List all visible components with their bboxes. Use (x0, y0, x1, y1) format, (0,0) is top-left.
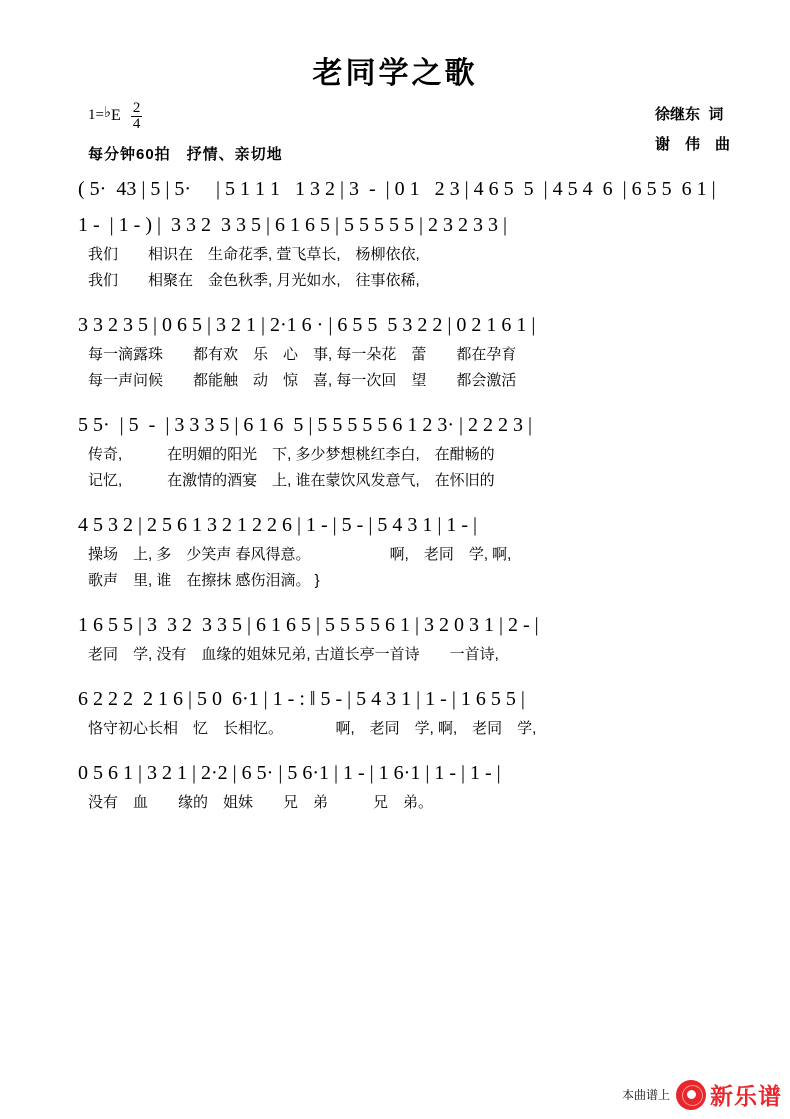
brand-name: 新乐谱 (710, 1083, 782, 1109)
watermark-footer (622, 1078, 782, 1111)
lyric-line: 没有 血 缘的 姐妹 兄 弟 兄 弟。 (88, 794, 434, 811)
music-system (0, 208, 790, 294)
system-spacer (0, 670, 790, 682)
lyric-line: 我们 相识在 生命花季, 萱飞草长, 杨柳依依, (88, 246, 420, 263)
notation-line: ( 5· 43 | 5 | 5· | 5 1 1 1 1 3 2 | 3 - | 0 1 2 3 | 4 6 5 5 | 4 5 4 6 | 6 5 5 6 1 | (78, 178, 716, 200)
lyric-line: 歌声 里, 谁 在擦抹 感伤泪滴。 } (88, 572, 320, 589)
music-system (0, 308, 790, 394)
system-spacer (0, 596, 790, 608)
time-signature-denominator: 4 (132, 116, 141, 132)
system-spacer (0, 396, 790, 408)
lyric-line: 传奇, 在明媚的阳光 下, 多少梦想桃红李白, 在酣畅的 (88, 446, 495, 463)
credits (655, 100, 730, 160)
music-system (0, 508, 790, 594)
system-spacer (0, 744, 790, 756)
music-system (0, 682, 790, 742)
lyricist-credit: 徐继东 词 (654, 106, 724, 123)
notation-line: 1 - | 1 - ) | 3 3 2 3 3 5 | 6 1 6 5 | 5 5 5 5 5 | 2 3 2 3 3 | (78, 214, 508, 236)
notation-line: 3 3 2 3 5 | 0 6 5 | 3 2 1 | 2·1 6 · | 6 5 5 5 3 2 2 | 0 2 1 6 1 | (78, 314, 536, 336)
system-spacer (0, 496, 790, 508)
music-system (0, 608, 790, 668)
notation-line: 4 5 3 2 | 2 5 6 1 3 2 1 2 2 6 | 1 - | 5 - | 5 4 3 1 | 1 - | (78, 514, 478, 536)
lyric-line: 每一滴露珠 都有欢 乐 心 事, 每一朵花 蕾 都在孕育 (88, 346, 517, 363)
time-signature-numerator: 2 (132, 100, 141, 116)
lyric-line: 恪守初心长相 忆 长相忆。 啊, 老同 学, 啊, 老同 学, (88, 720, 537, 737)
system-spacer (0, 296, 790, 308)
music-system (0, 172, 790, 206)
notation-line: 1 6 5 5 | 3 3 2 3 3 5 | 6 1 6 5 | 5 5 5 5 6 1 | 3 2 0 3 1 | 2 - | (78, 614, 539, 636)
notation-line: 0 5 6 1 | 3 2 1 | 2·2 | 6 5· | 5 6·1 | 1 - | 1 6·1 | 1 - | 1 - | (78, 762, 501, 784)
music-systems (0, 172, 790, 818)
record-disc-icon (676, 1080, 706, 1110)
flat-symbol: ♭ (103, 105, 112, 121)
footer-note: 本曲谱上 (621, 1088, 670, 1102)
lyric-line: 每一声问候 都能触 动 惊 喜, 每一次回 望 都会激活 (88, 372, 517, 389)
lyric-line: 记忆, 在激情的酒宴 上, 谁在蒙饮风发意气, 在怀旧的 (88, 472, 495, 489)
notation-line: 6 2 2 2 2 1 6 | 5 0 6·1 | 1 - : ‖ 5 - | 5 4 3 1 | 1 - | 1 6 5 5 | (78, 688, 525, 710)
lyric-line: 操场 上, 多 少笑声 春风得意。 啊, 老同 学, 啊, (88, 546, 512, 563)
notation-line: 5 5· | 5 - | 3 3 3 5 | 6 1 6 5 | 5 5 5 5 5 6 1 2 3· | 2 2 2 3 | (78, 414, 533, 436)
key-signature (88, 100, 142, 131)
lyric-line: 老同 学, 没有 血缘的姐妹兄弟, 古道长亭一首诗 一首诗, (88, 646, 499, 663)
music-system (0, 756, 790, 816)
page-title: 老同学之歌 (312, 57, 478, 90)
tempo-expression-marking: 每分钟60拍 抒情、亲切地 (88, 146, 283, 163)
lyric-line: 我们 相聚在 金色秋季, 月光如水, 往事依稀, (88, 272, 420, 289)
composer-credit: 谢 伟 曲 (654, 136, 730, 153)
time-signature (131, 101, 143, 132)
key-name: E (111, 106, 121, 124)
key-prefix: 1= (88, 107, 104, 123)
music-system (0, 408, 790, 494)
